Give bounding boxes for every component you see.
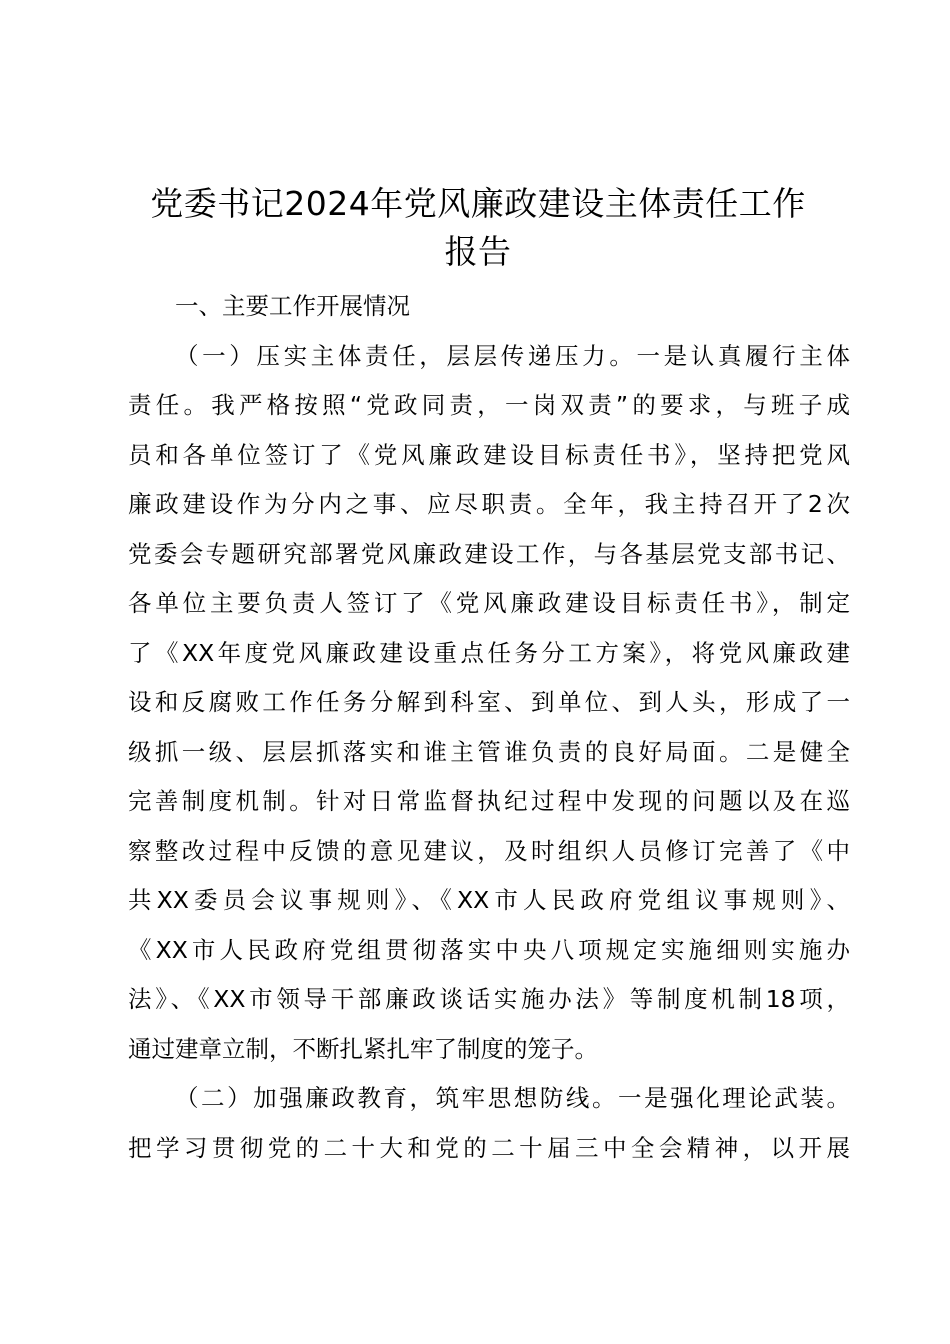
body-line: 察整改过程中反馈的意见建议，及时组织人员修订完善了《中: [128, 836, 850, 865]
document-body: [128, 282, 850, 1173]
body-line: （二）加强廉政教育，筑牢思想防线。一是强化理论武装。: [175, 1084, 850, 1112]
title-line-1: 党委书记2024年党风廉政建设主体责任工作: [150, 184, 806, 223]
body-line: 廉政建设作为分内之事、应尽职责。全年，我主持召开了2次: [128, 490, 850, 518]
body-line: 党委会专题研究部署党风廉政建设工作，与各基层党支部书记、: [128, 539, 850, 568]
body-line: 各单位主要负责人签订了《党风廉政建设目标责任书》，制定: [128, 589, 850, 617]
document-title: [118, 180, 838, 276]
body-line: 《XX市人民政府党组贯彻落实中央八项规定实施细则实施办: [128, 935, 850, 964]
body-line: 了《XX年度党风廉政建设重点任务分工方案》，将党风廉政建: [128, 638, 850, 667]
body-line: 通过建章立制，不断扎紧扎牢了制度的笼子。: [128, 1034, 598, 1063]
body-line: （一）压实主体责任，层层传递压力。一是认真履行主体: [175, 341, 850, 370]
body-line: 完善制度机制。针对日常监督执纪过程中发现的问题以及在巡: [128, 787, 850, 815]
title-line-2: 报告: [444, 232, 512, 271]
body-line: 法》、《XX市领导干部廉政谈话实施办法》等制度机制18项，: [128, 985, 850, 1013]
body-line: 共XX委员会议事规则》、《XX市人民政府党组议事规则》、: [128, 886, 850, 914]
body-line: 级抓一级、层层抓落实和谁主管谁负责的良好局面。二是健全: [128, 737, 850, 766]
body-line: 责任。我严格按照“党政同责，一岗双责”的要求，与班子成: [128, 391, 850, 419]
body-line: 员和各单位签订了《党风廉政建设目标责任书》，坚持把党风: [128, 440, 850, 469]
body-line: 把学习贯彻党的二十大和党的二十届三中全会精神，以开展: [128, 1133, 850, 1162]
section-heading: 一、主要工作开展情况: [175, 292, 410, 320]
body-line: 设和反腐败工作任务分解到科室、到单位、到人头，形成了一: [128, 688, 850, 716]
